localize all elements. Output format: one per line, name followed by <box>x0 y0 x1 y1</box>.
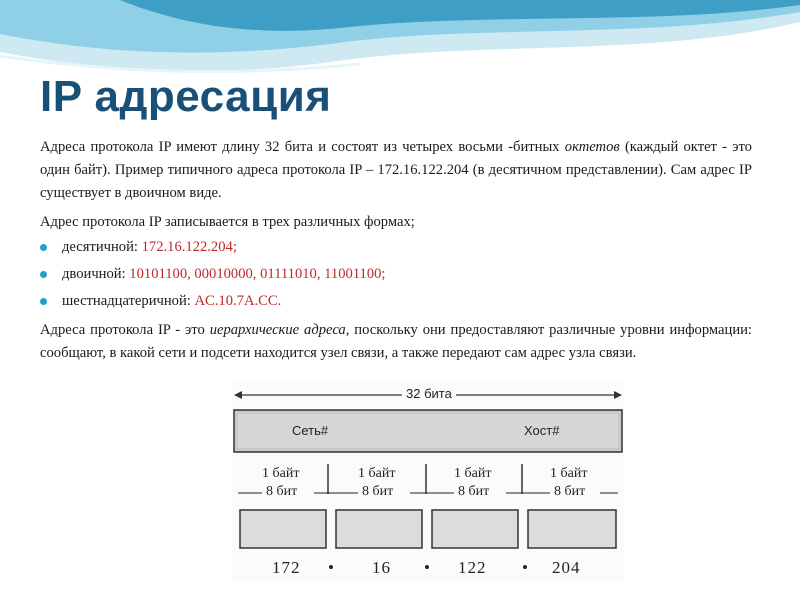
content-body <box>40 136 752 371</box>
network-label: Сеть# <box>292 423 329 438</box>
bullet-icon <box>40 298 47 305</box>
octet-value: 16 <box>372 558 391 577</box>
bit-label: 8 бит <box>362 484 394 499</box>
intro-text-start: Адреса протокола IP имеют длину 32 бита и состоят из четырех восьми -битных <box>40 139 565 155</box>
bits-length-label: 32 бита <box>402 386 456 401</box>
octet-value: 172 <box>272 558 301 577</box>
form-value: 172.16.122.204; <box>141 239 237 255</box>
intro-text-end: (каждый октет - это один байт). Пример типичного адреса протокола IP – 172.16.122.204 (в десятичном представлении). Сам адрес IP существует в двоичном виде. <box>40 139 752 201</box>
octet-value: 122 <box>458 558 487 577</box>
octets-term: октетов <box>564 139 620 155</box>
octet-separator: • <box>328 558 335 577</box>
form-value: 10101100, 00010000, 01111010, 11001100; <box>129 266 386 282</box>
form-label: двоичной: <box>62 266 130 282</box>
list-item-binary <box>40 263 752 286</box>
form-label: шестнадцатеричной: <box>62 293 195 309</box>
intro-paragraph <box>40 136 752 205</box>
forms-heading: Адрес протокола IP записывается в трех различных формах; <box>40 214 415 230</box>
bit-label: 8 бит <box>266 484 298 499</box>
byte-label: 1 байт <box>454 466 492 481</box>
hierarchical-term: иерархические адреса, <box>209 322 350 338</box>
hierarchy-text-start: Адреса протокола IP - это <box>40 322 210 338</box>
bullet-icon <box>40 271 47 278</box>
bullet-icon <box>40 244 47 251</box>
hierarchy-text-end: поскольку они предоставляют различные уровни информации: сообщают, в какой сети и подсети находится узел связи, а также передают сам адрес узла связи. <box>40 322 752 361</box>
list-item-decimal <box>40 236 752 259</box>
ip-structure-diagram <box>232 382 624 582</box>
host-label: Хост# <box>524 423 560 438</box>
byte-label: 1 байт <box>358 466 396 481</box>
header-wave-decoration <box>0 0 800 80</box>
form-label: десятичной: <box>62 239 142 255</box>
octet-separator: • <box>522 558 529 577</box>
page-title: IP адресация <box>40 72 332 121</box>
form-value: AC.10.7A.CC. <box>194 293 282 309</box>
hierarchy-paragraph <box>40 319 752 365</box>
bit-label: 8 бит <box>458 484 490 499</box>
address-forms-list <box>40 236 752 313</box>
octet-value: 204 <box>552 558 581 577</box>
byte-label: 1 байт <box>262 466 300 481</box>
bit-label: 8 бит <box>554 484 586 499</box>
diagram-graphics <box>232 382 624 582</box>
octet-separator: • <box>424 558 431 577</box>
byte-label: 1 байт <box>550 466 588 481</box>
list-item-hex <box>40 290 752 313</box>
